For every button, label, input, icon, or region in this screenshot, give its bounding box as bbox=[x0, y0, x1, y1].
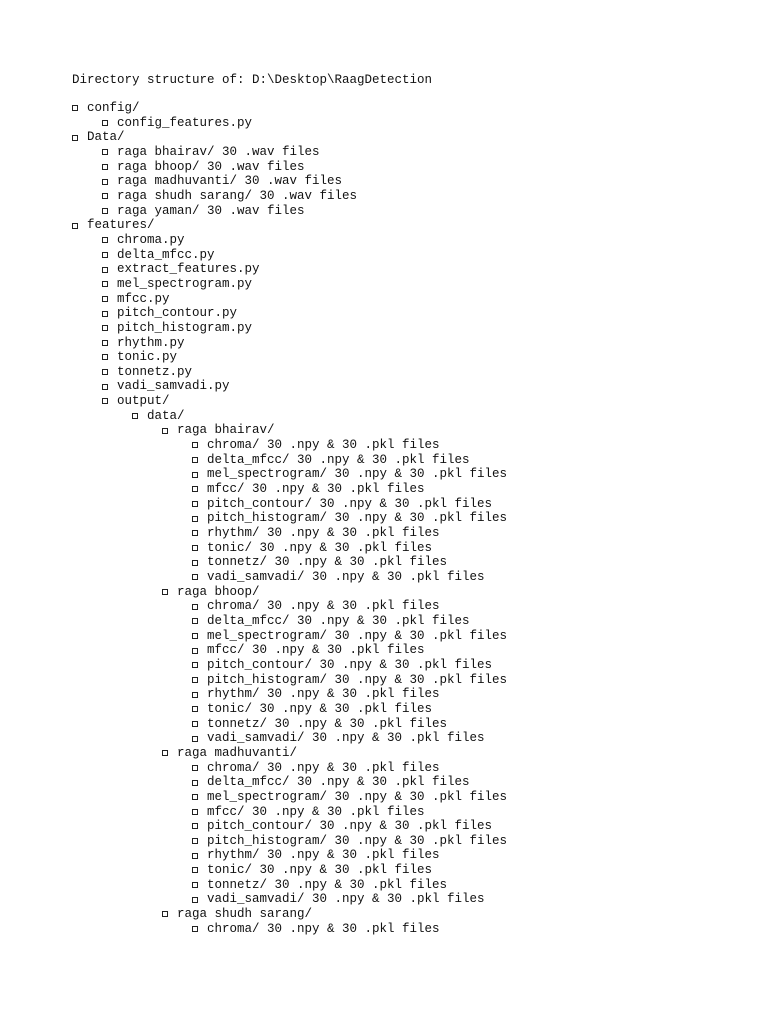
square-bullet-icon bbox=[192, 897, 198, 903]
tree-item-label: rhythm.py bbox=[117, 335, 185, 350]
tree-item bbox=[72, 687, 752, 702]
tree-item-label: mel_spectrogram/ 30 .npy & 30 .pkl files bbox=[207, 467, 508, 482]
square-bullet-icon bbox=[192, 882, 198, 888]
square-bullet-icon bbox=[192, 442, 198, 448]
tree-item bbox=[72, 805, 752, 820]
tree-item bbox=[72, 643, 752, 658]
square-bullet-icon bbox=[102, 267, 108, 273]
tree-item-label: chroma/ 30 .npy & 30 .pkl files bbox=[207, 921, 440, 936]
tree-item bbox=[72, 555, 752, 570]
square-bullet-icon bbox=[192, 457, 198, 463]
tree-item-label: tonnetz/ 30 .npy & 30 .pkl files bbox=[207, 555, 448, 570]
tree-item bbox=[72, 658, 752, 673]
tree-item bbox=[72, 673, 752, 688]
square-bullet-icon bbox=[102, 398, 108, 404]
tree-item-label: pitch_histogram.py bbox=[117, 320, 253, 335]
tree-item bbox=[72, 761, 752, 776]
tree-item bbox=[72, 541, 752, 556]
tree-item bbox=[72, 570, 752, 585]
tree-item bbox=[72, 614, 752, 629]
square-bullet-icon bbox=[192, 721, 198, 727]
tree-item bbox=[72, 174, 752, 189]
tree-item bbox=[72, 790, 752, 805]
square-bullet-icon bbox=[192, 530, 198, 536]
tree-item bbox=[72, 350, 752, 365]
square-bullet-icon bbox=[102, 340, 108, 346]
tree-item bbox=[72, 599, 752, 614]
tree-item-label: rhythm/ 30 .npy & 30 .pkl files bbox=[207, 526, 440, 541]
square-bullet-icon bbox=[192, 662, 198, 668]
tree-item-label: pitch_contour/ 30 .npy & 30 .pkl files bbox=[207, 496, 493, 511]
tree-item bbox=[72, 819, 752, 834]
square-bullet-icon bbox=[192, 809, 198, 815]
tree-item bbox=[72, 321, 752, 336]
square-bullet-icon bbox=[102, 252, 108, 258]
square-bullet-icon bbox=[102, 120, 108, 126]
tree-item-label: mfcc.py bbox=[117, 291, 170, 306]
square-bullet-icon bbox=[162, 911, 168, 917]
tree-item bbox=[72, 204, 752, 219]
tree-item-label: output/ bbox=[117, 394, 170, 409]
tree-item bbox=[72, 218, 752, 233]
tree-item bbox=[72, 629, 752, 644]
tree-item bbox=[72, 717, 752, 732]
tree-item bbox=[72, 277, 752, 292]
square-bullet-icon bbox=[192, 765, 198, 771]
tree-item bbox=[72, 731, 752, 746]
tree-item-label: chroma/ 30 .npy & 30 .pkl files bbox=[207, 599, 440, 614]
tree-item bbox=[72, 511, 752, 526]
square-bullet-icon bbox=[102, 281, 108, 287]
document-heading: Directory structure of: D:\Desktop\RaagDetection bbox=[72, 73, 433, 87]
square-bullet-icon bbox=[102, 237, 108, 243]
tree-item bbox=[72, 863, 752, 878]
tree-item-label: extract_features.py bbox=[117, 262, 260, 277]
square-bullet-icon bbox=[102, 384, 108, 390]
tree-item bbox=[72, 116, 752, 131]
square-bullet-icon bbox=[102, 325, 108, 331]
tree-item-label: pitch_contour.py bbox=[117, 306, 238, 321]
tree-item-label: mfcc/ 30 .npy & 30 .pkl files bbox=[207, 643, 425, 658]
tree-item-label: config_features.py bbox=[117, 115, 253, 130]
tree-item-label: raga bhairav/ bbox=[177, 423, 275, 438]
square-bullet-icon bbox=[102, 354, 108, 360]
tree-item-label: pitch_histogram/ 30 .npy & 30 .pkl files bbox=[207, 833, 508, 848]
tree-item-label: tonnetz.py bbox=[117, 364, 193, 379]
square-bullet-icon bbox=[102, 208, 108, 214]
tree-item bbox=[72, 497, 752, 512]
square-bullet-icon bbox=[102, 311, 108, 317]
tree-item-label: tonnetz/ 30 .npy & 30 .pkl files bbox=[207, 877, 448, 892]
tree-item-label: raga bhairav/ 30 .wav files bbox=[117, 144, 320, 159]
tree-item-label: raga bhoop/ bbox=[177, 584, 260, 599]
tree-item-label: config/ bbox=[87, 101, 140, 115]
square-bullet-icon bbox=[162, 750, 168, 756]
tree-item-label: rhythm/ 30 .npy & 30 .pkl files bbox=[207, 848, 440, 863]
tree-item bbox=[72, 189, 752, 204]
square-bullet-icon bbox=[102, 369, 108, 375]
tree-item-label: vadi_samvadi.py bbox=[117, 379, 230, 394]
tree-item-label: mel_spectrogram/ 30 .npy & 30 .pkl files bbox=[207, 789, 508, 804]
document-page bbox=[72, 72, 752, 936]
square-bullet-icon bbox=[192, 501, 198, 507]
tree-item bbox=[72, 409, 752, 424]
tree-item bbox=[72, 233, 752, 248]
tree-item-label: delta_mfcc/ 30 .npy & 30 .pkl files bbox=[207, 613, 470, 628]
tree-item-label: raga madhuvanti/ 30 .wav files bbox=[117, 174, 343, 189]
square-bullet-icon bbox=[192, 560, 198, 566]
square-bullet-icon bbox=[132, 413, 138, 419]
tree-item bbox=[72, 892, 752, 907]
tree-item bbox=[72, 423, 752, 438]
tree-item bbox=[72, 306, 752, 321]
tree-item-label: tonic/ 30 .npy & 30 .pkl files bbox=[207, 863, 433, 878]
square-bullet-icon bbox=[102, 296, 108, 302]
tree-item bbox=[72, 746, 752, 761]
square-bullet-icon bbox=[192, 516, 198, 522]
tree-item-label: pitch_contour/ 30 .npy & 30 .pkl files bbox=[207, 819, 493, 834]
tree-item bbox=[72, 101, 752, 116]
tree-item-label: data/ bbox=[147, 408, 185, 423]
square-bullet-icon bbox=[102, 164, 108, 170]
tree-item-label: rhythm/ 30 .npy & 30 .pkl files bbox=[207, 687, 440, 702]
tree-item bbox=[72, 585, 752, 600]
tree-item bbox=[72, 145, 752, 160]
tree-item-label: Data/ bbox=[87, 130, 125, 145]
square-bullet-icon bbox=[192, 794, 198, 800]
square-bullet-icon bbox=[72, 105, 78, 111]
square-bullet-icon bbox=[192, 486, 198, 492]
tree-item-label: mfcc/ 30 .npy & 30 .pkl files bbox=[207, 482, 425, 497]
tree-item bbox=[72, 365, 752, 380]
square-bullet-icon bbox=[192, 736, 198, 742]
square-bullet-icon bbox=[192, 545, 198, 551]
tree-item-label: vadi_samvadi/ 30 .npy & 30 .pkl files bbox=[207, 731, 485, 746]
square-bullet-icon bbox=[192, 692, 198, 698]
tree-item-label: raga bhoop/ 30 .wav files bbox=[117, 159, 305, 174]
square-bullet-icon bbox=[162, 589, 168, 595]
tree-item bbox=[72, 379, 752, 394]
tree-item bbox=[72, 702, 752, 717]
square-bullet-icon bbox=[192, 823, 198, 829]
tree-item bbox=[72, 467, 752, 482]
tree-item bbox=[72, 526, 752, 541]
tree-item-label: pitch_histogram/ 30 .npy & 30 .pkl files bbox=[207, 511, 508, 526]
square-bullet-icon bbox=[192, 926, 198, 932]
tree-item bbox=[72, 248, 752, 263]
tree-item-label: delta_mfcc.py bbox=[117, 247, 215, 262]
square-bullet-icon bbox=[192, 618, 198, 624]
tree-item-label: tonic/ 30 .npy & 30 .pkl files bbox=[207, 540, 433, 555]
tree-item-label: raga shudh sarang/ bbox=[177, 907, 313, 922]
square-bullet-icon bbox=[192, 838, 198, 844]
square-bullet-icon bbox=[162, 428, 168, 434]
tree-item bbox=[72, 878, 752, 893]
tree-item bbox=[72, 775, 752, 790]
tree-item bbox=[72, 834, 752, 849]
tree-item-label: chroma.py bbox=[117, 232, 185, 247]
tree-item-label: vadi_samvadi/ 30 .npy & 30 .pkl files bbox=[207, 892, 485, 907]
tree-item bbox=[72, 438, 752, 453]
tree-item-label: chroma/ 30 .npy & 30 .pkl files bbox=[207, 438, 440, 453]
square-bullet-icon bbox=[192, 472, 198, 478]
square-bullet-icon bbox=[102, 193, 108, 199]
tree-item-label: raga madhuvanti/ bbox=[177, 745, 298, 760]
tree-item bbox=[72, 160, 752, 175]
tree-item bbox=[72, 907, 752, 922]
square-bullet-icon bbox=[72, 135, 78, 141]
tree-item-label: tonnetz/ 30 .npy & 30 .pkl files bbox=[207, 716, 448, 731]
tree-item-label: vadi_samvadi/ 30 .npy & 30 .pkl files bbox=[207, 570, 485, 584]
square-bullet-icon bbox=[192, 706, 198, 712]
tree-item-label: features/ bbox=[87, 218, 155, 233]
square-bullet-icon bbox=[192, 574, 198, 580]
square-bullet-icon bbox=[192, 853, 198, 859]
tree-item bbox=[72, 292, 752, 307]
square-bullet-icon bbox=[72, 223, 78, 229]
tree-item-label: tonic/ 30 .npy & 30 .pkl files bbox=[207, 701, 433, 716]
tree-item bbox=[72, 262, 752, 277]
tree-item-label: mel_spectrogram.py bbox=[117, 276, 253, 291]
tree-item-label: mfcc/ 30 .npy & 30 .pkl files bbox=[207, 804, 425, 819]
square-bullet-icon bbox=[192, 648, 198, 654]
directory-tree bbox=[72, 101, 752, 936]
tree-item-label: mel_spectrogram/ 30 .npy & 30 .pkl files bbox=[207, 628, 508, 643]
tree-item-label: pitch_contour/ 30 .npy & 30 .pkl files bbox=[207, 657, 493, 672]
tree-item-label: raga yaman/ 30 .wav files bbox=[117, 203, 305, 218]
tree-item-label: raga shudh sarang/ 30 .wav files bbox=[117, 188, 358, 203]
tree-item bbox=[72, 336, 752, 351]
square-bullet-icon bbox=[192, 677, 198, 683]
square-bullet-icon bbox=[192, 604, 198, 610]
square-bullet-icon bbox=[102, 179, 108, 185]
square-bullet-icon bbox=[192, 867, 198, 873]
tree-item-label: delta_mfcc/ 30 .npy & 30 .pkl files bbox=[207, 775, 470, 790]
tree-item bbox=[72, 453, 752, 468]
tree-item bbox=[72, 848, 752, 863]
tree-item-label: chroma/ 30 .npy & 30 .pkl files bbox=[207, 760, 440, 775]
tree-item-label: tonic.py bbox=[117, 350, 178, 365]
square-bullet-icon bbox=[102, 149, 108, 155]
tree-item bbox=[72, 394, 752, 409]
square-bullet-icon bbox=[192, 780, 198, 786]
tree-item-label: delta_mfcc/ 30 .npy & 30 .pkl files bbox=[207, 452, 470, 467]
tree-item bbox=[72, 922, 752, 937]
tree-item bbox=[72, 482, 752, 497]
tree-item-label: pitch_histogram/ 30 .npy & 30 .pkl files bbox=[207, 672, 508, 687]
square-bullet-icon bbox=[192, 633, 198, 639]
tree-item bbox=[72, 130, 752, 145]
